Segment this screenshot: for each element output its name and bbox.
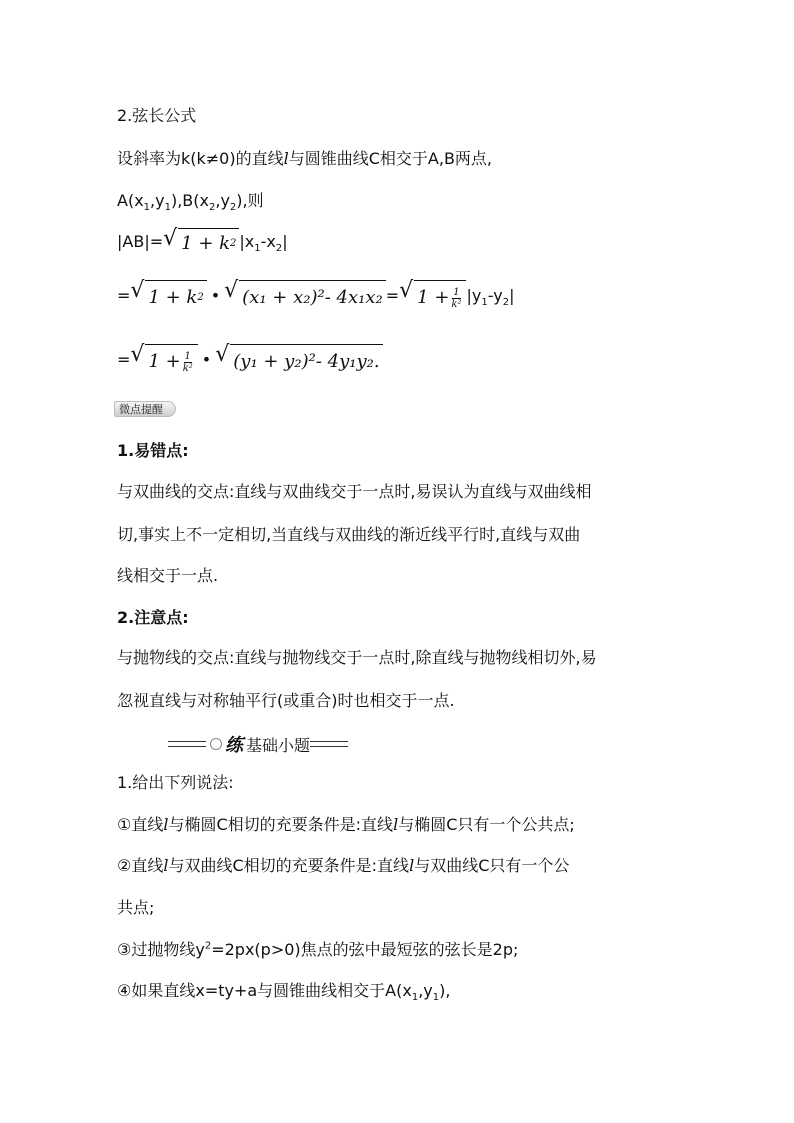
tip1-line-3: 线相交于一点. [117, 566, 219, 585]
practice-label: 基础小题 [246, 735, 311, 755]
question-1: 1.给出下列说法: [117, 773, 234, 792]
tip1-title: 1.易错点: [117, 441, 189, 460]
item2-b: 与双曲线C相切的充要条件是:直线 [168, 856, 410, 875]
sub-1: 1 [143, 202, 151, 214]
item-4 [117, 981, 451, 1004]
item-2-cont: 共点; [117, 898, 155, 917]
radical-sign: √ [224, 278, 239, 303]
ab-label: |AB|= [117, 232, 164, 251]
radical-sign: √ [130, 342, 145, 367]
abs-bar: | [509, 286, 515, 305]
four-x: - 4x₁x₂ [324, 287, 383, 308]
intro-line [117, 149, 492, 169]
double-rule-right [310, 741, 348, 747]
radicand: 1 + k 2 [178, 228, 239, 257]
radical-sign: √ [215, 342, 230, 367]
item-1 [117, 815, 575, 835]
line-symbol: l [163, 815, 169, 834]
tip-badge: 微点提醒 [114, 401, 176, 417]
formula-line-1 [117, 228, 288, 257]
radicand [414, 280, 466, 313]
practice-glyph: 练 [225, 735, 243, 756]
one-plus: 1 + [417, 287, 450, 308]
line-symbol: l [409, 856, 415, 875]
tip2-line-2: 忽视直线与对称轴平行(或重合)时也相交于一点. [117, 691, 455, 710]
sub-x2: 2 [275, 243, 283, 255]
radicand [230, 344, 382, 377]
item4-sub-2: 1 [432, 992, 440, 1004]
radical-sign: √ [399, 278, 414, 303]
radicand [145, 344, 197, 377]
eq-2: = [385, 286, 400, 305]
abs-x: |x [239, 232, 255, 251]
dot-1: • [210, 286, 221, 305]
sub-x1: 1 [254, 243, 261, 255]
abs-y: |y [466, 286, 482, 305]
points-end: ),则 [236, 191, 264, 210]
line-symbol: l [283, 149, 289, 168]
sqrt-2a [130, 280, 206, 313]
sum-x: (x₁ + x₂)² [242, 287, 325, 308]
points-a: A(x [117, 191, 144, 210]
practice-header [168, 731, 348, 757]
sub-4: 2 [229, 202, 237, 214]
radical-sign: √ [163, 226, 178, 251]
tip2-line-1: 与抛物线的交点:直线与抛物线交于一点时,除直线与抛物线相切外,易 [117, 648, 597, 667]
line-symbol: l [163, 856, 169, 875]
sub-y1: 1 [481, 297, 488, 309]
formula-line-3 [117, 344, 383, 377]
fraction [183, 351, 193, 374]
radical-sign: √ [130, 278, 145, 303]
dot-2: • [201, 350, 212, 369]
double-rule-left [168, 741, 206, 747]
abs-bar: | [282, 232, 288, 251]
sqrt-3b [215, 344, 382, 377]
item2-a: ②直线 [117, 856, 164, 875]
item4-a: ④如果直线x=ty+a与圆锥曲线相交于A(x [117, 981, 412, 1000]
intro-text-1: 设斜率为k(k≠0)的直线 [117, 149, 284, 168]
item3-sup: 2 [204, 940, 212, 952]
sqrt-2b [224, 280, 386, 313]
minus-x: -x [260, 232, 276, 251]
eq-1: = [117, 286, 131, 305]
intro-text-2: 与圆锥曲线C相交于A,B两点, [288, 149, 493, 168]
item4-m: ,y [418, 981, 433, 1000]
tip2-title: 2.注意点: [117, 608, 189, 627]
points-mid-1: ,y [150, 191, 165, 210]
points-line [117, 191, 264, 214]
minus-y: -y [487, 286, 503, 305]
frac-num: 1 [453, 286, 460, 298]
item1-c: 与椭圆C只有一个公共点; [398, 815, 575, 834]
item4-sub-1: 1 [411, 992, 419, 1004]
sub-3: 2 [208, 202, 216, 214]
line-symbol: l [393, 815, 399, 834]
sub-y2: 2 [502, 297, 510, 309]
item4-e: ), [439, 981, 451, 1000]
points-mid-2: ),B(x [170, 191, 209, 210]
radicand [239, 280, 386, 313]
four-y: - 4y₁y₂. [315, 351, 380, 372]
radicand: 1 + k 2 [145, 280, 206, 313]
item-3 [117, 940, 518, 960]
item3-b: =2px(p>0)焦点的弦中最短弦的弦长是2p; [211, 940, 519, 959]
frac-den: k² [451, 298, 462, 310]
magnifier-icon [210, 738, 222, 750]
fraction [451, 287, 461, 310]
sub-2: 1 [164, 202, 171, 214]
item1-b: 与椭圆C相切的充要条件是:直线 [168, 815, 394, 834]
formula-line-2 [117, 280, 514, 313]
item1-a: ①直线 [117, 815, 164, 834]
sqrt-2c [399, 280, 466, 313]
sum-y: (y₁ + y₂)² [233, 351, 316, 372]
item2-c: 与双曲线C只有一个公 [414, 856, 570, 875]
tip1-line-2: 切,事实上不一定相切,当直线与双曲线的渐近线平行时,直线与双曲 [117, 525, 581, 544]
sqrt-3a [130, 344, 197, 377]
eq-3: = [117, 350, 131, 369]
frac-den: k² [182, 362, 193, 374]
points-mid-3: ,y [215, 191, 230, 210]
item3-a: ③过抛物线y [117, 940, 205, 959]
one-plus-k: 1 + k [181, 233, 231, 254]
item-2 [117, 856, 569, 876]
tip1-line-1: 与双曲线的交点:直线与双曲线交于一点时,易误认为直线与双曲线相 [117, 482, 592, 501]
one-plus: 1 + [148, 351, 181, 372]
one-plus-k: 1 + k [148, 287, 198, 308]
section-title: 2.弦长公式 [117, 106, 197, 125]
frac-num: 1 [184, 350, 191, 362]
sqrt-1 [163, 228, 239, 257]
